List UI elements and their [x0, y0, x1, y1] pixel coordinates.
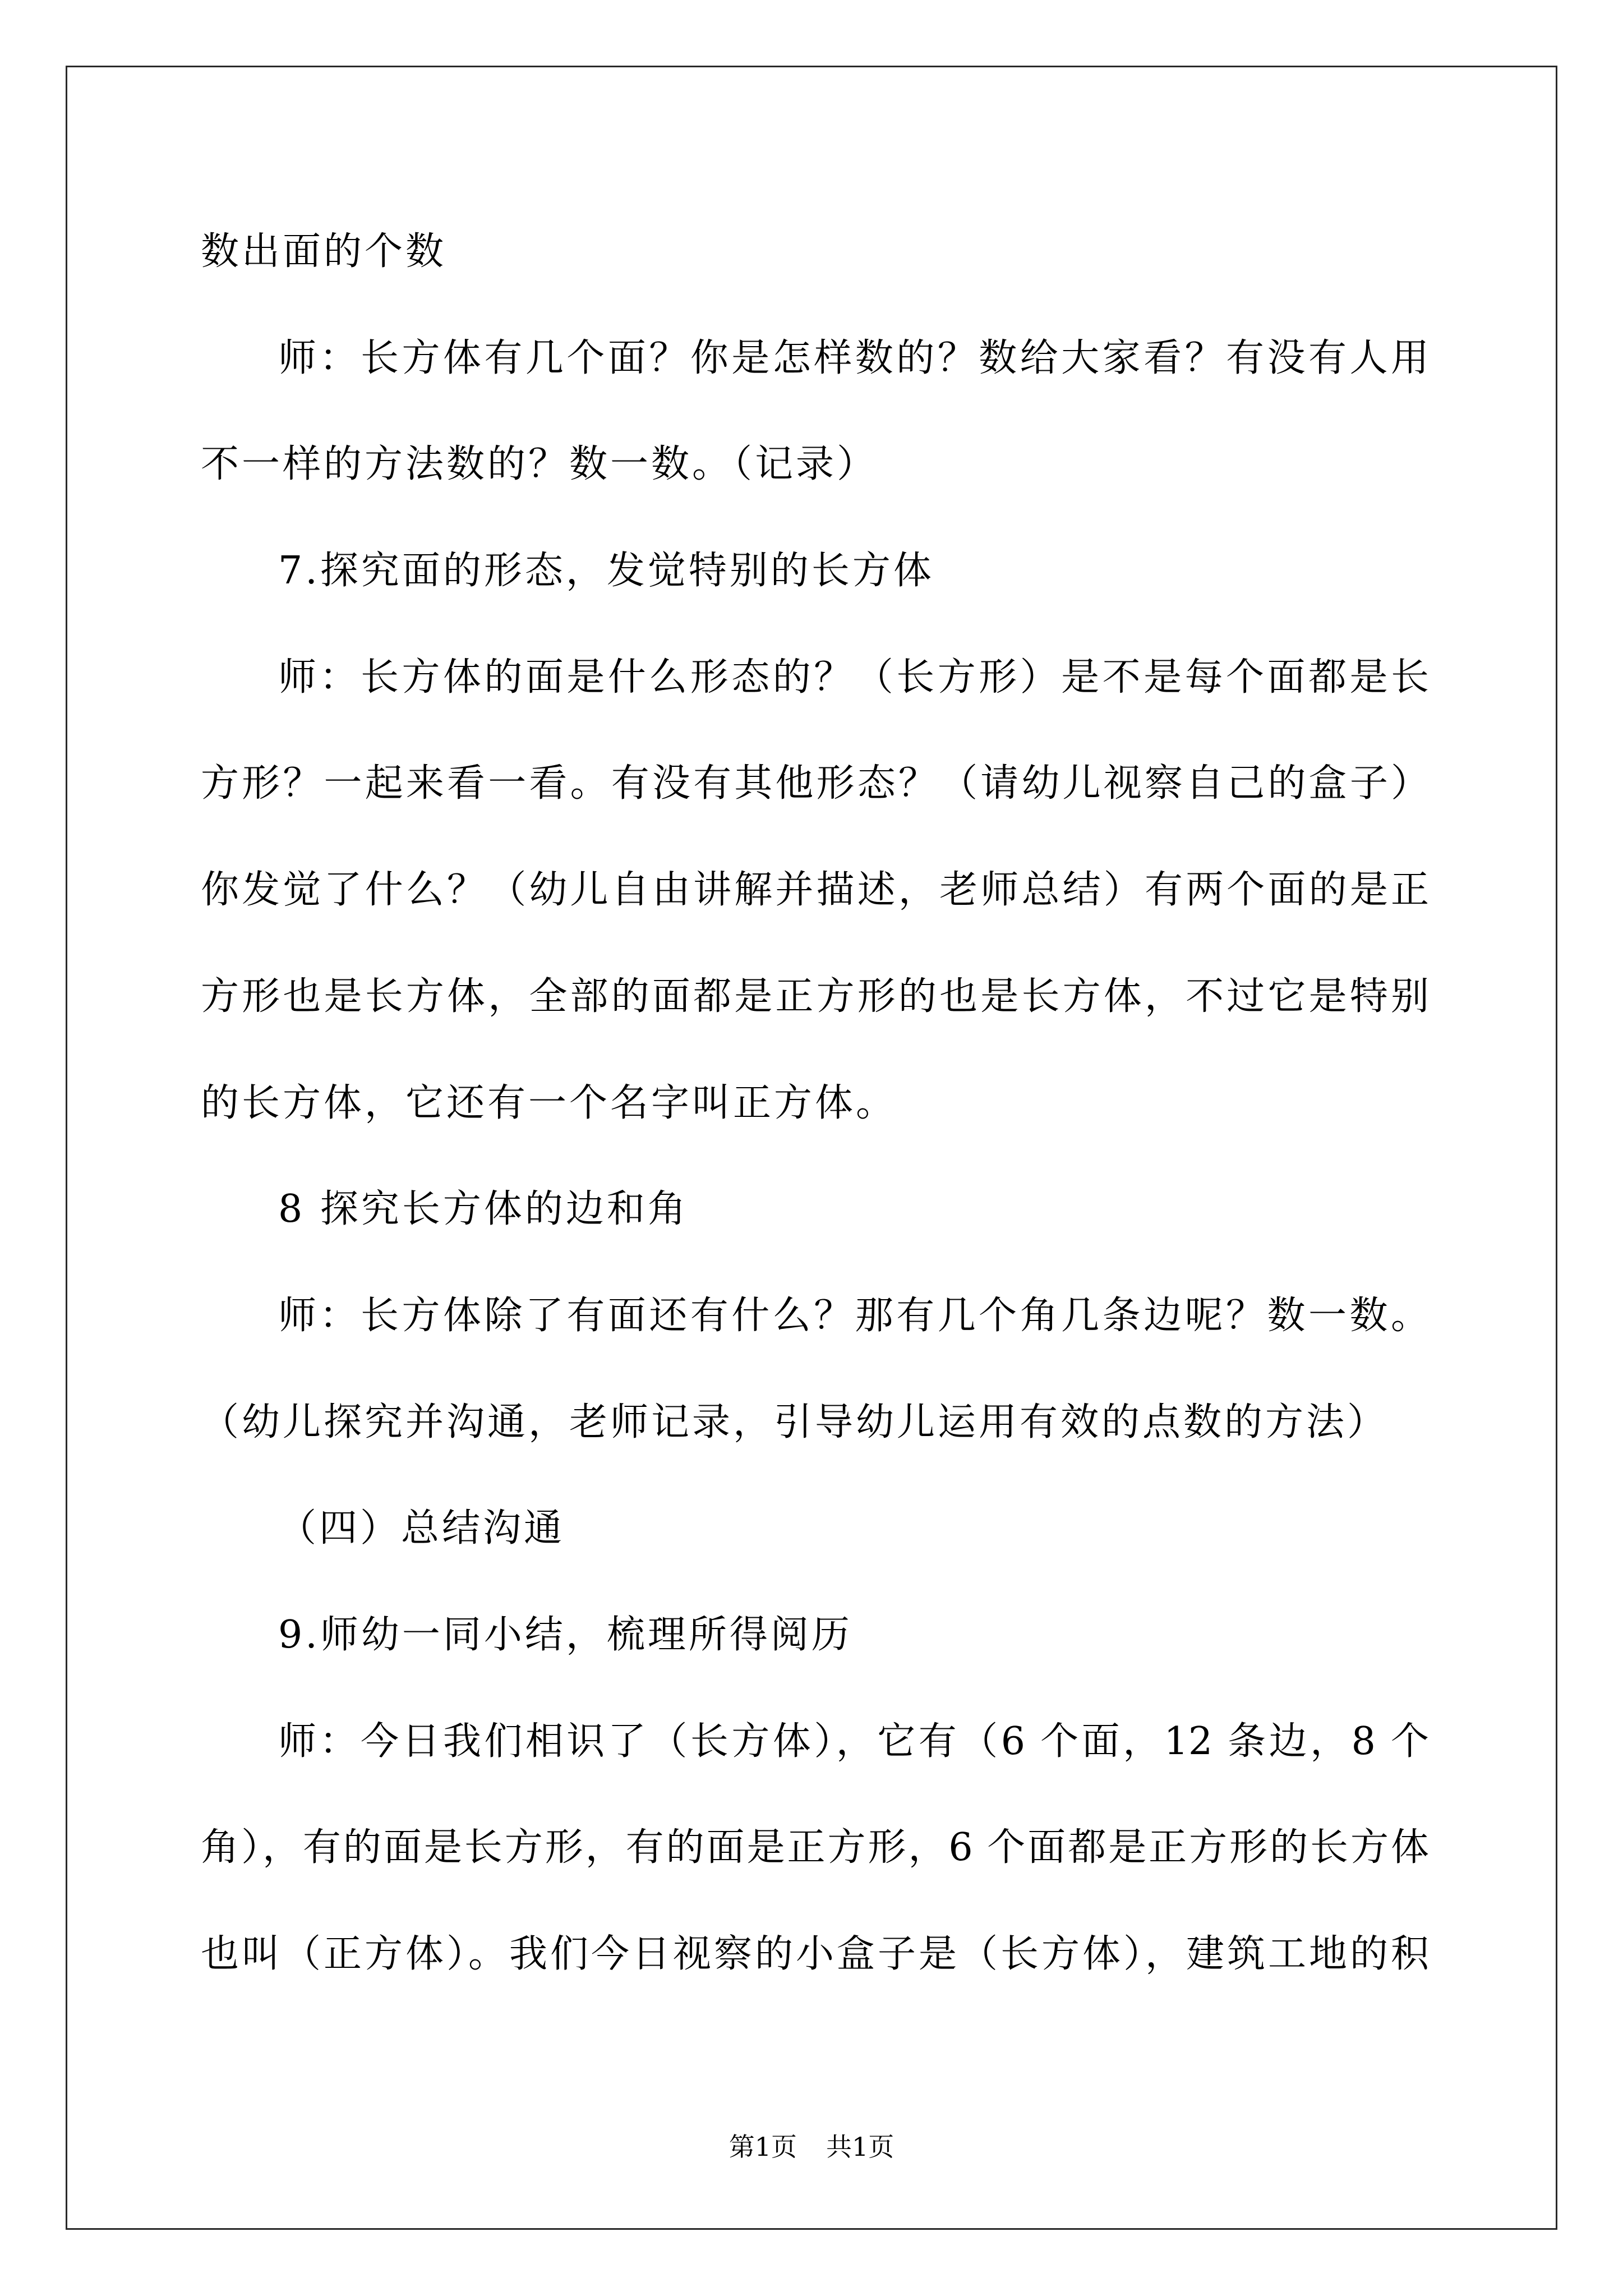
text-line: 的长方体，它还有一个名字叫正方体。	[201, 1080, 897, 1125]
document-body	[201, 199, 1429, 2008]
page-number-total: 共1页	[826, 2132, 895, 2162]
text-line: 也叫（正方体）。我们今日视察的小盒子是（长方体），建筑工地的积	[201, 1932, 1429, 1976]
section-heading-text: 7.探究面的形态，发觉特别的长方体	[278, 549, 934, 593]
paragraph	[201, 1688, 1429, 2008]
paragraph	[201, 1263, 1429, 1475]
text-line: 不一样的方法数的？数一数。（记录）	[201, 442, 878, 487]
text-line: 角），有的面是长方形，有的面是正方形，6 个面都是正方形的长方体	[201, 1825, 1429, 1870]
page-footer	[0, 2130, 1623, 2164]
text-line: 师：今日我们相识了（长方体），它有（6 个面，12 条边，8 个	[278, 1719, 1429, 1764]
text-line: 师：长方体除了有面还有什么？那有几个角几条边呢？数一数。	[278, 1293, 1429, 1338]
section-heading-text: 8 探究长方体的边和角	[278, 1187, 689, 1232]
section-heading	[201, 1475, 1429, 1582]
section-heading	[201, 518, 1429, 624]
text-line: 你发觉了什么？（幼儿自由讲解并描述，老师总结）有两个面的是正	[201, 868, 1429, 913]
text-line: （幼儿探究并沟通，老师记录，引导幼儿运用有效的点数的方法）	[201, 1400, 1389, 1444]
paragraph	[201, 624, 1429, 1156]
paragraph	[201, 199, 1429, 305]
text-line: 师：长方体有几个面？你是怎样数的？数给大家看？有没有人用	[278, 335, 1429, 380]
text-line: 方形也是长方体，全部的面都是正方形的也是长方体，不过它是特别	[201, 974, 1429, 1019]
section-heading-text: （四）总结沟通	[278, 1506, 565, 1551]
section-heading	[201, 1156, 1429, 1263]
section-heading	[201, 1582, 1429, 1688]
page-number-current: 第1页	[728, 2132, 797, 2162]
paragraph	[201, 305, 1429, 518]
section-heading-text: 9.师幼一同小结，梳理所得阅历	[278, 1612, 852, 1657]
text-line: 方形？一起来看一看。有没有其他形态？（请幼儿视察自己的盒子）	[201, 761, 1429, 806]
text-line: 师：长方体的面是什么形态的？（长方形）是不是每个面都是长	[278, 655, 1429, 700]
text-line: 数出面的个数	[201, 229, 447, 274]
